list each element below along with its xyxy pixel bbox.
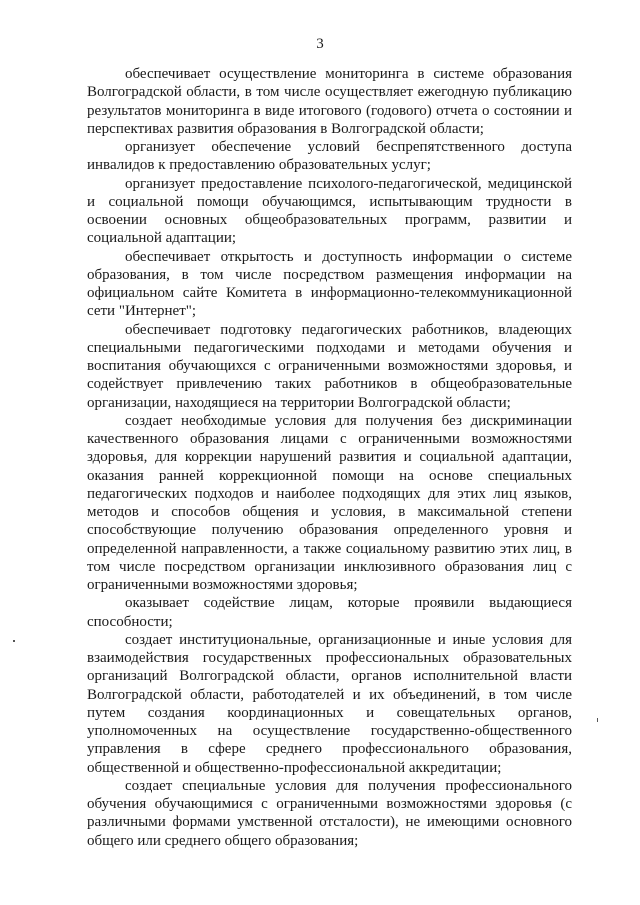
paragraph-vocational-training: создает специальные условия для получения профессионального обучения обучающимися с ограниченными возможностями здоровья (с различными формами умственной отсталости), не имеющими основного общего или среднего общего образования;: [87, 777, 572, 849]
page-number: 3: [316, 36, 324, 52]
scan-speck-left: [13, 640, 15, 642]
paragraph-inclusive-education: создает необходимые условия для получения без дискриминации качественного образования лицами с ограниченными возможностями здоровья, для коррекции нарушений развития и социальной адаптации, оказания ранней коррекционной помощи на основе специальных педагогических подходов и наиболее подходящих для этих лиц языков, методов и способов общения и условия, в максимальной степени способствующие получению образования определенного уровня и определенной направленности, а также социальному развитию этих лиц, в том числе посредством организации инклюзивного образования лиц с ограниченными возможностями здоровья;: [87, 412, 572, 593]
paragraph-teacher-training: обеспечивает подготовку педагогических работников, владеющих специальными педагогическими подходами и методами обучения и воспитания обучающихся с ограниченными возможностями здоровья, и содействует привлечению таких работников в общеобразовательные организации, находящиеся на территории Волгоградской области;: [87, 321, 572, 411]
paragraph-gifted-support: оказывает содействие лицам, которые проявили выдающиеся способности;: [87, 595, 572, 630]
document-body: [87, 65, 572, 850]
paragraph-monitoring: обеспечивает осуществление мониторинга в системе образования Волгоградской области, в том числе осуществляет ежегодную публикацию результатов мониторинга в виде итогового (годового) отчета о состоянии и перспективах развития образования в Волгоградской области;: [87, 66, 572, 137]
paragraph-accessibility: организует обеспечение условий беспрепятственного доступа инвалидов к предоставлению образовательных услуг;: [87, 139, 572, 174]
paragraph-psychological-help: организует предоставление психолого-педагогической, медицинской и социальной помощи обучающимся, испытывающим трудности в освоении основных общеобразовательных программ, развитии и социальной адаптации;: [87, 175, 572, 247]
scan-speck-right: [597, 718, 598, 722]
paragraph-institutional-conditions: создает институциональные, организационные и иные условия для взаимодействия государственных профессиональных образовательных организаций Волгоградской области, органов исполнительной власти Волгоградской области, работодателей и их объединений, в том числе путем создания координационных и совещательных органов, уполномоченных на осуществление государственно-общественного управления в сфере среднего профессионального образования, общественной и общественно-профессиональной аккредитации;: [87, 631, 572, 776]
paragraph-information-openness: обеспечивает открытость и доступность информации о системе образования, в том числе посредством размещения информации на официальном сайте Комитета в информационно-телекоммуникационной сети "Интернет";: [87, 248, 572, 320]
